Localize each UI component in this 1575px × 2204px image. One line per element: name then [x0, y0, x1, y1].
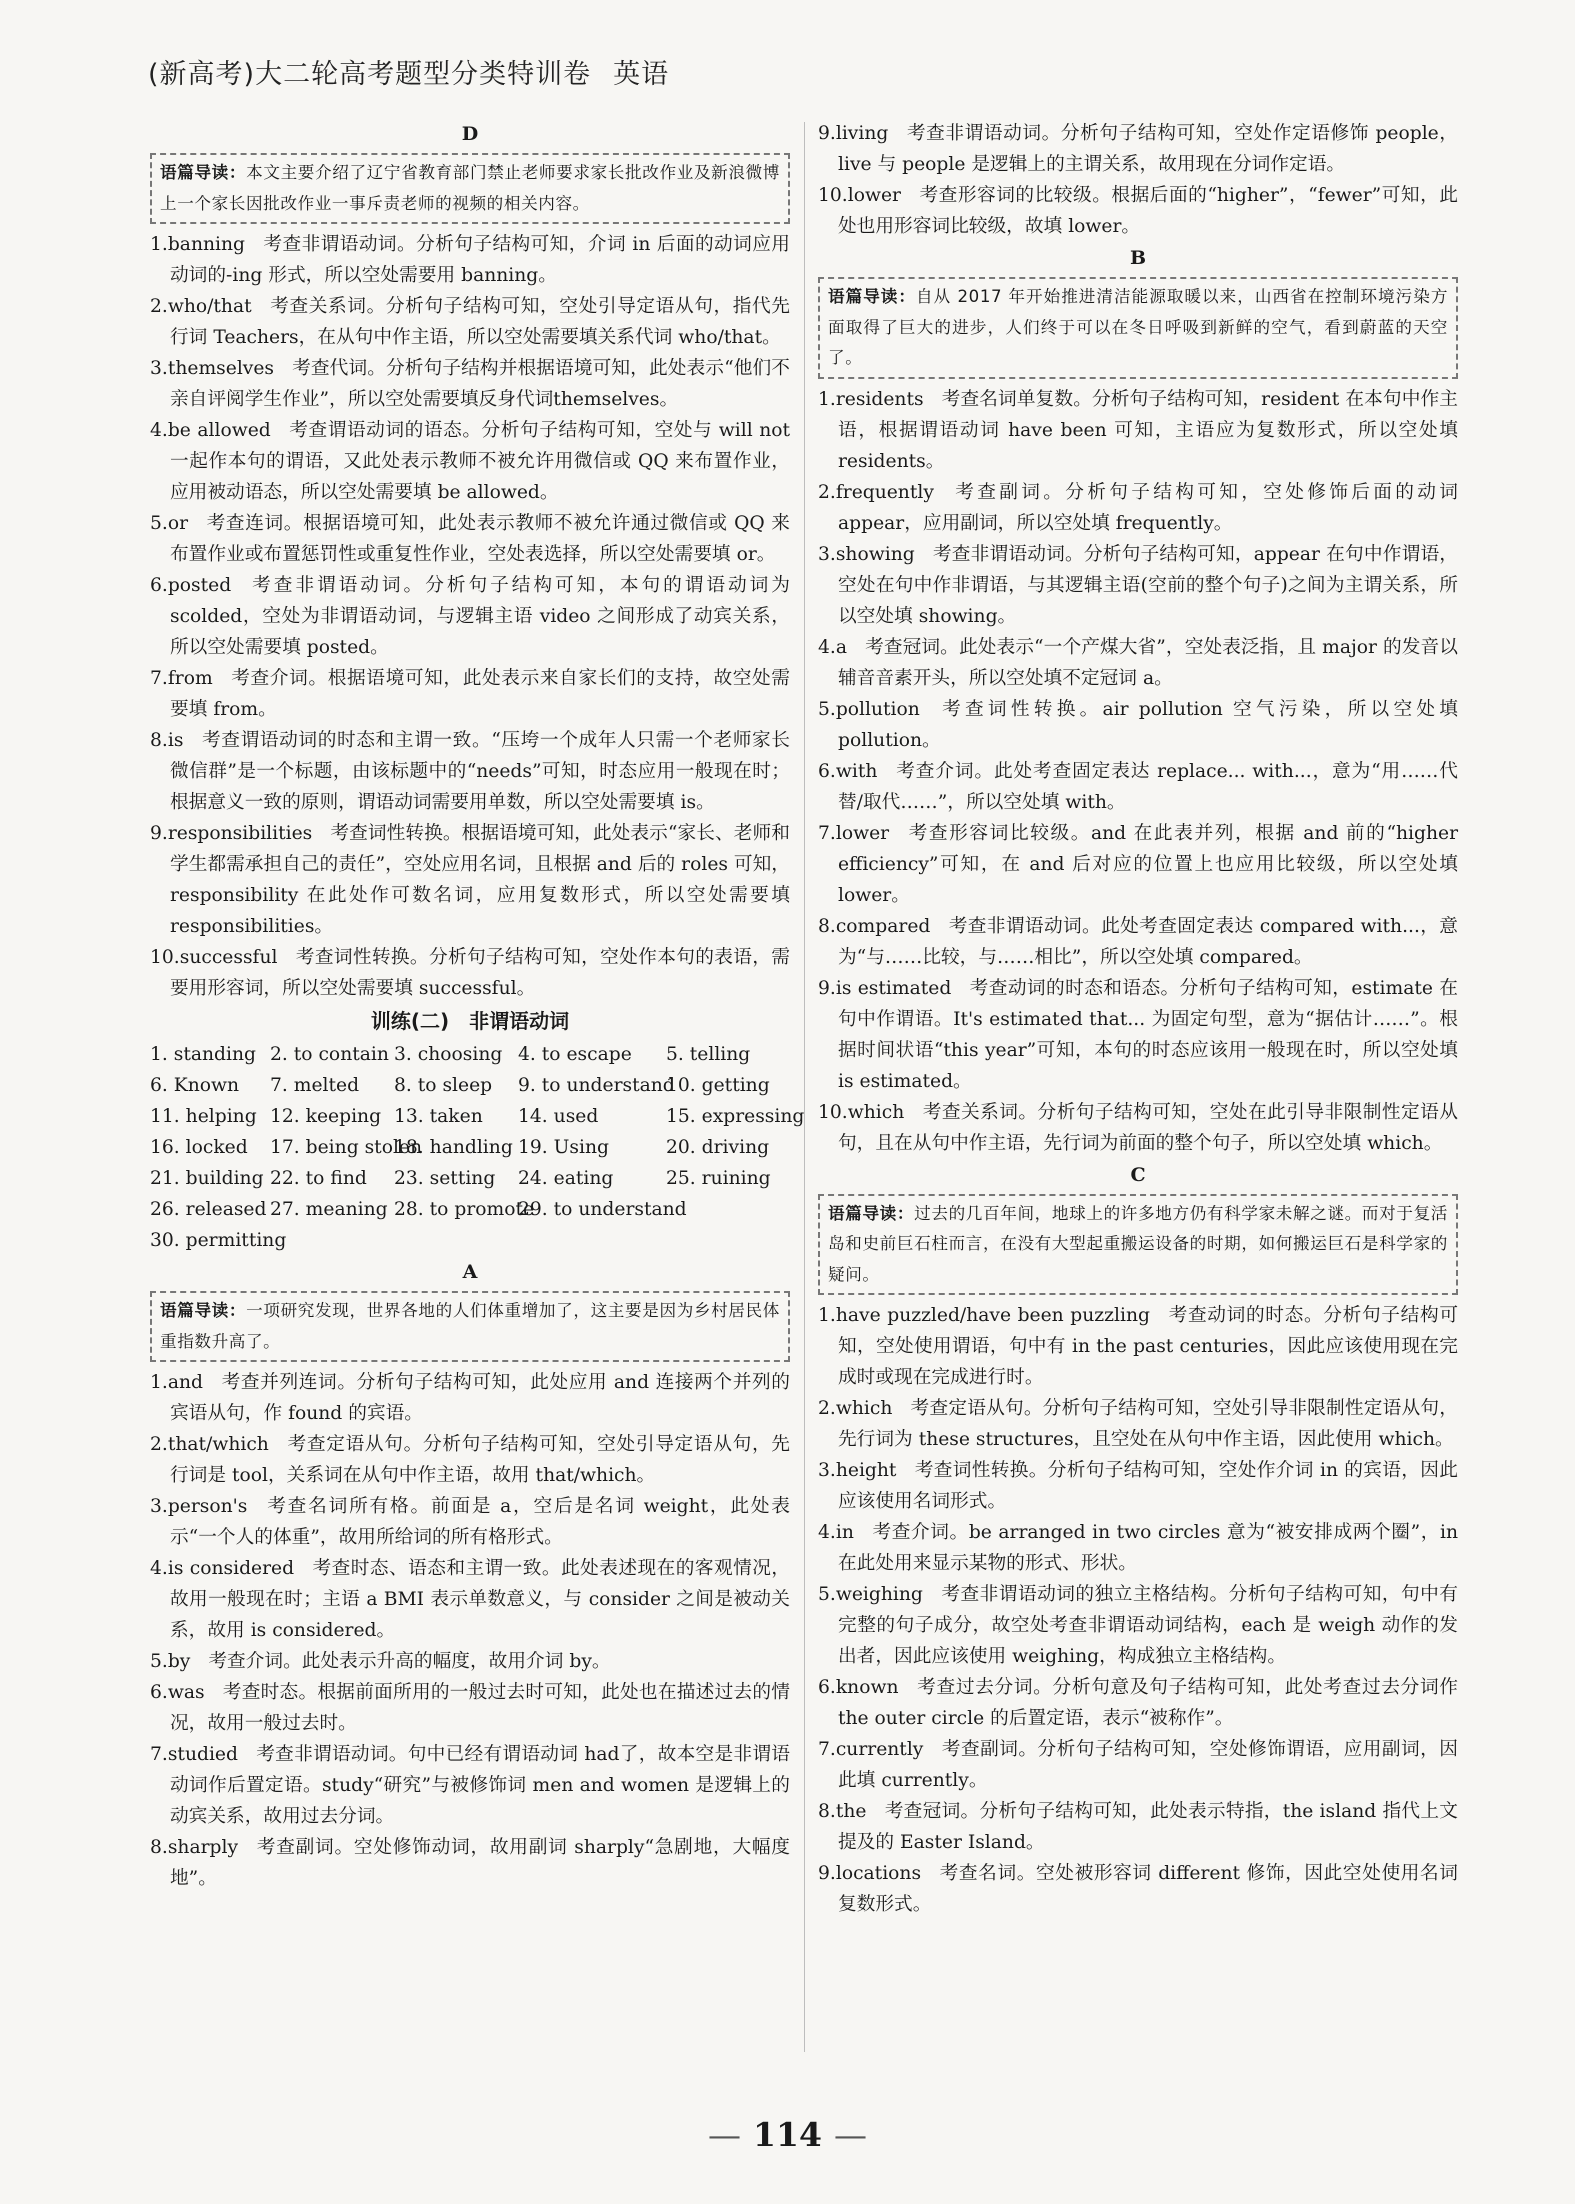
answer-item: [150, 415, 790, 508]
subject-label: 英语: [613, 59, 670, 90]
item-answer: is considered: [167, 1558, 295, 1579]
guide-text: 一项研究发现，世界各地的人们体重增加了，这主要是因为乡村居民体重指数升高了。: [160, 1301, 780, 1351]
item-answer: that/which: [167, 1434, 269, 1455]
section-c-guide: [818, 1194, 1458, 1296]
answer-item: [150, 1367, 790, 1429]
item-number: 6.: [150, 575, 168, 596]
answer-cell: 10. getting: [666, 1075, 770, 1096]
item-answer: sharply: [167, 1837, 239, 1858]
guide-label: 语篇导读：: [160, 163, 247, 182]
answer-item: [818, 632, 1458, 694]
answer-item: [818, 477, 1458, 539]
answer-cell: 11. helping: [150, 1106, 257, 1127]
answer-cell: 13. taken: [394, 1106, 483, 1127]
answer-item: [150, 818, 790, 942]
item-number: 1.: [818, 1305, 836, 1326]
answer-item: [818, 1672, 1458, 1734]
item-answer: person's: [167, 1496, 248, 1517]
answer-item: [818, 1455, 1458, 1517]
answer-cell: 9. to understand: [518, 1075, 675, 1096]
item-explanation: 考查名词。空处被形容词 different 修饰，因此空处使用名词复数形式。: [838, 1863, 1458, 1915]
answer-item: [818, 1517, 1458, 1579]
item-explanation: 考查定语从句。分析句子结构可知，空处引导非限制性定语从句，先行词为 these structures，且空处在从句中作主语，因此使用 which。: [838, 1398, 1458, 1450]
answer-cell: 27. meaning: [270, 1199, 388, 1220]
item-answer: height: [835, 1460, 897, 1481]
item-answer: by: [167, 1651, 191, 1672]
footer-dash: —: [708, 2115, 742, 2154]
item-number: 4.: [818, 636, 836, 658]
item-number: 1.: [150, 1372, 168, 1393]
book-title: (新高考)大二轮高考题型分类特训卷: [148, 59, 592, 90]
answer-cell: 6. Known: [150, 1075, 240, 1096]
footer-dash: —: [833, 2115, 867, 2154]
answer-item: [818, 1579, 1458, 1672]
item-answer: successful: [179, 947, 278, 968]
item-number: 3.: [818, 1460, 836, 1481]
item-explanation: 考查非谓语动词。分析句子结构可知，本句的谓语动词为 scolded，空处为非谓语动词，与逻辑主语 video 之间形成了动宾关系，所以空处需要填 posted。: [170, 575, 790, 658]
answer-cell: 4. to escape: [518, 1044, 632, 1065]
item-explanation: 考查过去分词。分析句意及句子结构可知，此处考查过去分词作 the outer circle 的后置定语，表示“被称作”。: [838, 1677, 1458, 1729]
item-number: 3.: [150, 1496, 168, 1517]
answer-row: [150, 1070, 790, 1101]
left-column: [150, 118, 805, 1894]
answer-cell: 30. permitting: [150, 1230, 287, 1251]
item-number: 8.: [818, 1801, 836, 1822]
item-explanation: 考查时态。根据前面所用的一般过去时可知，此处也在描述过去的情况，故用一般过去时。: [170, 1682, 790, 1734]
item-explanation: 考查形容词比较级。and 在此表并列，根据 and 前的“higher efficiency”可知，在 and 后对应的位置上也应用比较级，所以空处填 lower。: [838, 822, 1458, 906]
item-answer: from: [167, 668, 213, 689]
item-explanation: 考查谓语动词的语态。分析句子结构可知，空处与 will not 一起作本句的谓语，又此处表示教师不被允许用微信或 QQ 来布置作业，应用被动语态，所以空处需要填 be allowed。: [170, 420, 790, 503]
answer-item: [150, 1646, 790, 1677]
item-answer: pollution: [835, 698, 920, 720]
item-number: 10.: [818, 185, 848, 206]
answer-cell: 29. to understand: [518, 1199, 687, 1220]
item-explanation: 考查副词。分析句子结构可知，空处修饰谓语，应用副词，因此填 currently。: [838, 1739, 1458, 1791]
item-answer: with: [835, 760, 878, 782]
answer-item: [150, 725, 790, 818]
item-number: 1.: [150, 234, 168, 255]
item-answer: residents: [835, 388, 924, 410]
answer-cell: 16. locked: [150, 1137, 248, 1158]
item-answer: living: [835, 123, 889, 144]
item-answer: studied: [167, 1744, 238, 1765]
answer-item: [150, 570, 790, 663]
item-explanation: 考查名词单复数。分析句子结构可知，resident 在本句中作主语，根据谓语动词 have been 可知，主语应为复数形式，所以空处填 residents。: [838, 388, 1458, 472]
item-explanation: 考查代词。分析句子结构并根据语境可知，此处表示“他们不亲自评阅学生作业”，所以空处需要填反身代词themselves。: [170, 358, 790, 410]
item-explanation: 考查形容词的比较级。根据后面的“higher”，“fewer”可知，此处也用形容词比较级，故填 lower。: [838, 185, 1458, 237]
item-number: 2.: [818, 481, 836, 503]
answer-row: [150, 1225, 790, 1256]
item-number: 4.: [150, 1558, 168, 1579]
item-explanation: 考查副词。分析句子结构可知，空处修饰后面的动词 appear，应用副词，所以空处填 frequently。: [838, 481, 1458, 534]
item-number: 2.: [150, 1434, 168, 1455]
column-divider: [804, 122, 805, 2052]
item-number: 8.: [818, 915, 836, 937]
item-explanation: 考查非谓语动词。此处考查固定表达 compared with...，意为“与……比较，与……相比”，所以空处填 compared。: [838, 915, 1458, 968]
item-explanation: 考查并列连词。分析句子结构可知，此处应用 and 连接两个并列的宾语从句，作 found 的宾语。: [170, 1372, 790, 1424]
item-answer: posted: [167, 575, 232, 596]
item-number: 8.: [150, 730, 168, 751]
training-answer-grid: [150, 1039, 805, 1256]
item-answer: lower: [847, 185, 901, 206]
answer-cell: 14. used: [518, 1106, 599, 1127]
section-c-title: C: [1130, 1163, 1146, 1186]
answer-item: [150, 1429, 790, 1491]
answer-cell: 20. driving: [666, 1137, 770, 1158]
item-answer: the: [835, 1801, 867, 1822]
item-explanation: 考查词性转换。分析句子结构可知，空处作本句的表语，需要用形容词，所以空处需要填 successful。: [170, 947, 790, 999]
item-explanation: 考查词性转换。分析句子结构可知，空处作介词 in 的宾语，因此应该使用名词形式。: [838, 1460, 1458, 1512]
page-footer: [0, 2115, 1575, 2154]
item-explanation: 考查非谓语动词。分析句子结构可知，appear 在句中作谓语，空处在句中作非谓语，与其逻辑主语(空前的整个句子)之间为主谓关系，所以空处填 showing。: [838, 543, 1458, 627]
item-answer: lower: [835, 822, 890, 844]
answer-cell: 23. setting: [394, 1168, 496, 1189]
item-explanation: 考查介词。此处考查固定表达 replace... with...，意为“用……代替/取代……”，所以空处填 with。: [838, 760, 1458, 813]
section-a-answers: [150, 1367, 790, 1894]
item-explanation: 考查非谓语动词的独立主格结构。分析句子结构可知，句中有完整的句子成分，故空处考查非谓语动词结构，each 是 weigh 动作的发出者，因此应该使用 weighing，构成独立主格结构。: [838, 1584, 1458, 1667]
item-explanation: 考查连词。根据语境可知，此处表示教师不被允许通过微信或 QQ 来布置作业或布置惩罚性或重复性作业，空处表选择，所以空处需要填 or。: [170, 513, 790, 565]
item-number: 5.: [818, 1584, 836, 1605]
answer-item: [150, 508, 790, 570]
item-answer: in: [835, 1522, 854, 1543]
item-explanation: 考查定语从句。分析句子结构可知，空处引导定语从句，先行词是 tool，关系词在从句中作主语，故用 that/which。: [170, 1434, 790, 1486]
item-explanation: 考查介词。be arranged in two circles 意为“被安排成两个圈”，in 在此处用来显示某物的形式、形状。: [838, 1522, 1458, 1574]
answer-item: [818, 118, 1458, 180]
item-number: 1.: [818, 388, 836, 410]
item-number: 7.: [818, 1739, 836, 1760]
item-answer: locations: [835, 1863, 922, 1884]
guide-text: 过去的几百年间，地球上的许多地方仍有科学家未解之谜。而对于复活岛和史前巨石柱而言，在没有大型起重搬运设备的时期，如何搬运巨石是科学家的疑问。: [828, 1203, 1448, 1284]
item-explanation: 考查副词。空处修饰动词，故用副词 sharply“急剧地，大幅度地”。: [170, 1837, 790, 1889]
section-a-title: A: [462, 1261, 478, 1283]
section-d-title: D: [461, 123, 479, 145]
item-explanation: 考查非谓语动词。分析句子结构可知，介词 in 后面的动词应用动词的-ing 形式，所以空处需要用 banning。: [170, 234, 790, 286]
answer-row: [150, 1163, 790, 1194]
item-number: 4.: [150, 420, 168, 441]
answer-cell: 19. Using: [518, 1137, 609, 1158]
item-number: 6.: [818, 1677, 836, 1698]
item-number: 10.: [150, 947, 180, 968]
item-number: 9.: [818, 977, 836, 999]
item-explanation: 考查关系词。分析句子结构可知，空处引导定语从句，指代先行词 Teachers，在从句中作主语，所以空处需要填关系代词 who/that。: [170, 296, 790, 348]
answer-cell: 2. to contain: [270, 1044, 389, 1065]
item-number: 10.: [818, 1101, 848, 1123]
answer-cell: 5. telling: [666, 1044, 751, 1065]
answer-cell: 8. to sleep: [394, 1075, 493, 1096]
item-explanation: 考查动词的时态和语态。分析句子结构可知，estimate 在句中作谓语。It's estimated that... 为固定句型，意为“据估计……”。根据时间状语“this year”可知，本句的时态应该用一般现在时，所以空处填 is estimated。: [838, 977, 1458, 1092]
answer-item: [818, 756, 1458, 818]
answer-item: [818, 384, 1458, 477]
item-explanation: 考查时态、语态和主谓一致。此处表述现在的客观情况，故用一般现在时；主语 a BMI 表示单数意义，与 consider 之间是被动关系，故用 is considered。: [170, 1558, 790, 1641]
answer-cell: 21. building: [150, 1168, 264, 1189]
item-answer: was: [167, 1682, 205, 1703]
item-answer: or: [167, 513, 189, 534]
item-number: 2.: [150, 296, 168, 317]
item-explanation: 考查动词的时态。分析句子结构可知，空处使用谓语，句中有 in the past centuries，因此应该使用现在完成时或现在完成进行时。: [838, 1305, 1459, 1388]
item-answer: and: [167, 1372, 203, 1393]
answer-cell: 12. keeping: [270, 1106, 382, 1127]
answer-row: [150, 1194, 790, 1225]
item-answer: who/that: [167, 296, 252, 317]
answer-item: [818, 973, 1458, 1097]
answer-item: [150, 663, 790, 725]
answer-item: [818, 1097, 1458, 1159]
item-answer: a: [835, 636, 847, 658]
answer-item: [818, 911, 1458, 973]
item-answer: banning: [167, 234, 245, 255]
item-answer: compared: [835, 915, 931, 937]
item-number: 9.: [818, 123, 836, 144]
answer-cell: 28. to promote: [394, 1199, 535, 1220]
item-explanation: 考查词性转换。air pollution 空气污染，所以空处填 pollution。: [838, 698, 1458, 751]
item-answer: showing: [835, 543, 915, 565]
item-answer: have puzzled/have been puzzling: [835, 1305, 1150, 1326]
item-answer: frequently: [835, 481, 934, 503]
answer-cell: 22. to find: [270, 1168, 367, 1189]
answer-item: [150, 1491, 790, 1553]
answer-cell: 7. melted: [270, 1075, 360, 1096]
section-d-answers: [150, 229, 790, 1004]
item-number: 7.: [150, 668, 168, 689]
item-number: 6.: [818, 760, 836, 782]
answer-cell: 1. standing: [150, 1044, 256, 1065]
section-b-title: B: [1129, 247, 1147, 269]
answer-item: [818, 1858, 1458, 1920]
item-number: 5.: [150, 513, 168, 534]
answer-cell: 15. expressing: [666, 1106, 805, 1127]
answer-item: [150, 1739, 790, 1832]
answer-item: [150, 942, 790, 1004]
section-c-answers: [818, 1300, 1458, 1920]
answer-item: [818, 1734, 1458, 1796]
item-number: 8.: [150, 1837, 168, 1858]
answer-row: [150, 1039, 790, 1070]
answer-item: [818, 694, 1458, 756]
item-answer: responsibilities: [167, 823, 313, 844]
item-answer: themselves: [167, 358, 275, 379]
answer-cell: 26. released: [150, 1199, 267, 1220]
item-explanation: 考查非谓语动词。句中已经有谓语动词 had了，故本空是非谓语动词作后置定语。study“研究”与被修饰词 men and women 是逻辑上的动宾关系，故用过去分词。: [170, 1744, 790, 1827]
answer-item: [818, 180, 1458, 242]
section-b-guide: [818, 277, 1458, 379]
answer-cell: 24. eating: [518, 1168, 614, 1189]
item-number: 4.: [818, 1522, 836, 1543]
item-number: 5.: [818, 698, 836, 720]
section-a-guide: [150, 1291, 790, 1362]
answer-row: [150, 1132, 790, 1163]
item-answer: which: [847, 1101, 905, 1123]
item-number: 7.: [150, 1744, 168, 1765]
item-answer: be allowed: [167, 420, 271, 441]
answer-item: [150, 1832, 790, 1894]
answer-item: [818, 818, 1458, 911]
section-b-answers: [818, 384, 1458, 1159]
guide-text: 自从 2017 年开始推进清洁能源取暖以来，山西省在控制环境污染方面取得了巨大的进步，人们终于可以在冬日呼吸到新鲜的空气，看到蔚蓝的天空了。: [828, 287, 1449, 367]
answer-item: [818, 1393, 1458, 1455]
answer-item: [150, 291, 790, 353]
guide-label: 语篇导读：: [828, 1203, 915, 1223]
answer-cell: 25. ruining: [666, 1168, 771, 1189]
item-explanation: 考查冠词。此处表示“一个产煤大省”，空处表泛指，且 major 的发音以辅音音素开头，所以空处填不定冠词 a。: [838, 636, 1458, 689]
guide-label: 语篇导读：: [160, 1301, 247, 1320]
item-number: 9.: [150, 823, 168, 844]
answer-item: [150, 229, 790, 291]
item-number: 3.: [150, 358, 168, 379]
answer-cell: 17. being stolen: [270, 1137, 423, 1158]
page-header: [148, 52, 669, 91]
item-explanation: 考查介词。根据语境可知，此处表示来自家长们的支持，故空处需要填 from。: [170, 668, 790, 720]
training-title: 训练(二) 非谓语动词: [370, 1009, 570, 1033]
item-explanation: 考查冠词。分析句子结构可知，此处表示特指，the island 指代上文提及的 Easter Island。: [838, 1801, 1458, 1853]
answer-item: [150, 1553, 790, 1646]
section-d-guide: [150, 153, 790, 224]
answer-cell: 18. handling: [394, 1137, 513, 1158]
item-number: 9.: [818, 1863, 836, 1884]
item-answer: weighing: [835, 1584, 923, 1605]
guide-label: 语篇导读：: [828, 287, 917, 306]
item-explanation: 考查谓语动词的时态和主谓一致。“压垮一个成年人只需一个老师家长微信群”是一个标题，由该标题中的“needs”可知，时态应用一般现在时；根据意义一致的原则，谓语动词需要用单数，所以空处需要填 is。: [170, 730, 790, 813]
item-explanation: 考查词性转换。根据语境可知，此处表示“家长、老师和学生都需承担自己的责任”，空处应用名词，且根据 and 后的 roles 可知，responsibility 在此处作可数名词，应用复数形式，所以空处需要填 responsibilities。: [170, 823, 790, 937]
item-answer: is: [167, 730, 184, 751]
item-explanation: 考查非谓语动词。分析句子结构可知，空处作定语修饰 people，live 与 people 是逻辑上的主谓关系，故用现在分词作定语。: [838, 123, 1458, 175]
item-answer: which: [835, 1398, 893, 1419]
item-number: 6.: [150, 1682, 168, 1703]
item-answer: known: [835, 1677, 899, 1698]
item-number: 2.: [818, 1398, 836, 1419]
answer-row: [150, 1101, 805, 1132]
guide-text: 本文主要介绍了辽宁省教育部门禁止老师要求家长批改作业及新浪微博上一个家长因批改作业一事斥责老师的视频的相关内容。: [160, 163, 780, 213]
item-explanation: 考查介词。此处表示升高的幅度，故用介词 by。: [208, 1651, 611, 1672]
item-answer: currently: [835, 1739, 924, 1760]
answer-cell: 3. choosing: [394, 1044, 503, 1065]
item-explanation: 考查关系词。分析句子结构可知，空处在此引导非限制性定语从句，且在从句中作主语，先行词为前面的整个句子，所以空处填 which。: [838, 1101, 1458, 1154]
item-number: 3.: [818, 543, 836, 565]
answer-item: [150, 1677, 790, 1739]
item-number: 7.: [818, 822, 836, 844]
item-answer: is estimated: [835, 977, 952, 999]
answer-item: [150, 353, 790, 415]
page-number: 114: [753, 2115, 822, 2154]
right-column: [818, 118, 1458, 1920]
item-explanation: 考查名词所有格。前面是 a，空后是名词 weight，此处表示“一个人的体重”，故用所给词的所有格形式。: [170, 1496, 790, 1548]
answer-item: [818, 1300, 1458, 1393]
item-number: 5.: [150, 1651, 168, 1672]
answer-item: [818, 1796, 1458, 1858]
section-a-continued-answers: [818, 118, 1458, 242]
answer-item: [818, 539, 1458, 632]
